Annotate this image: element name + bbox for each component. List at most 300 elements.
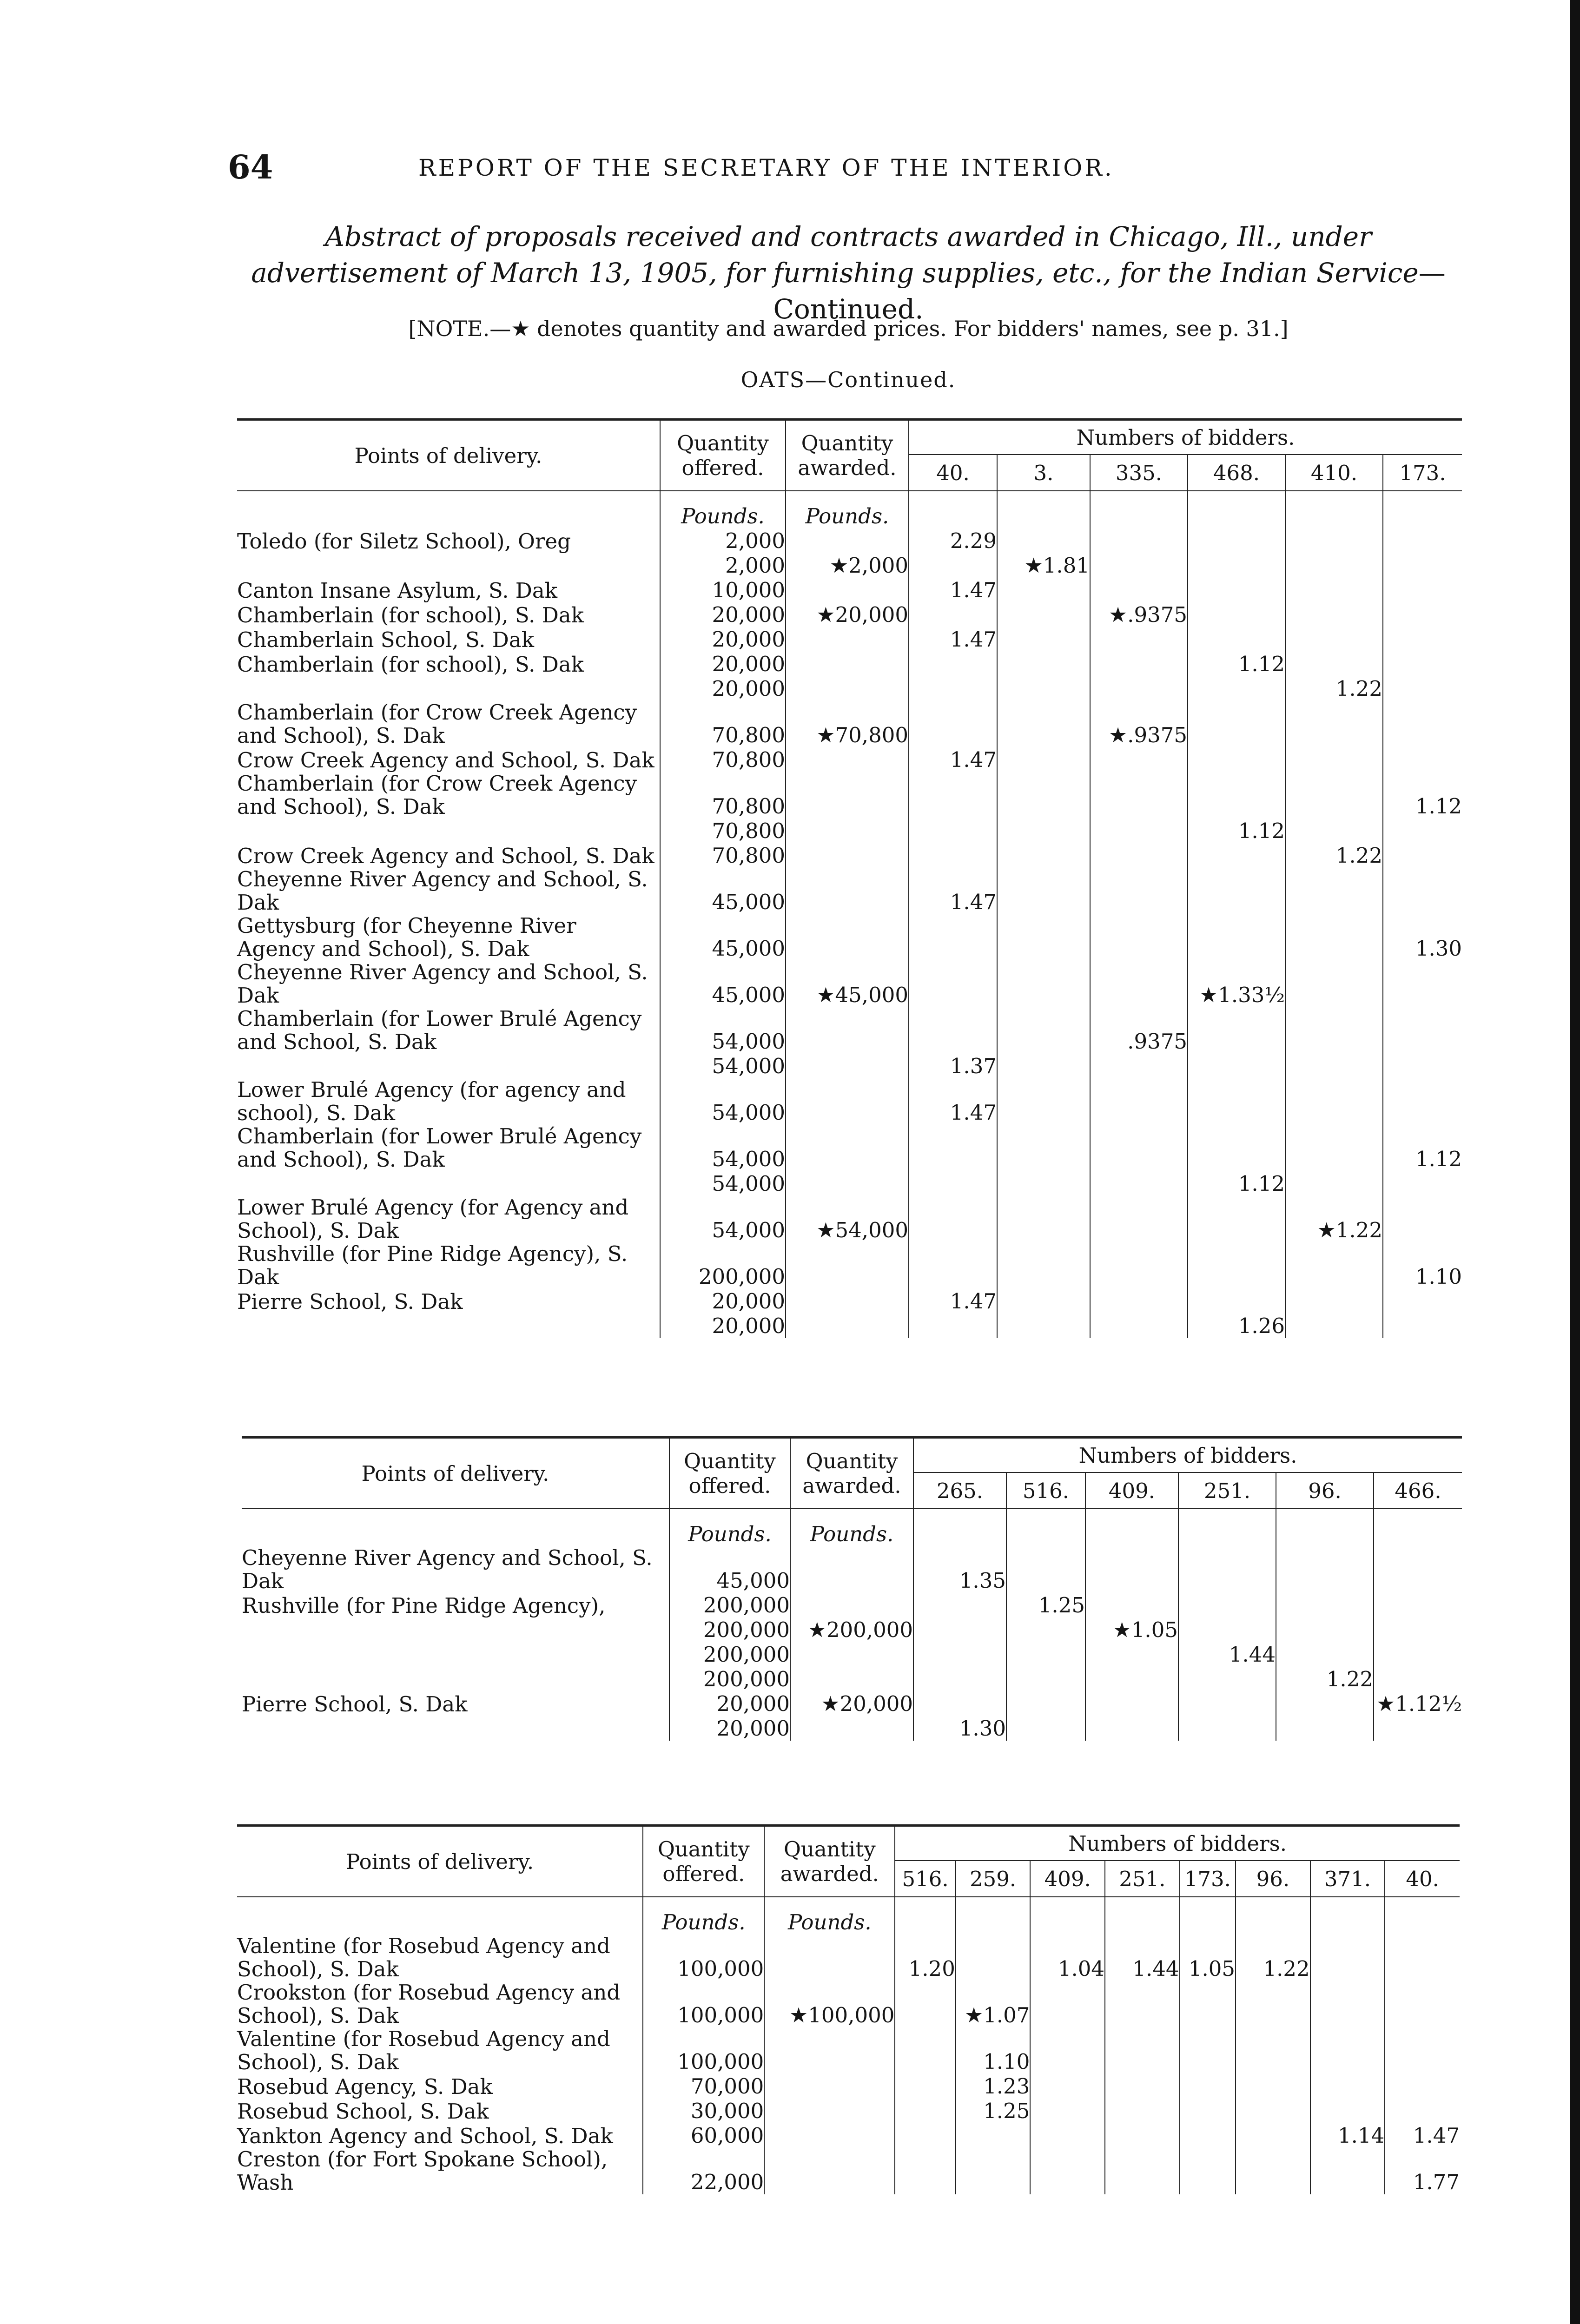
bid-price — [895, 2099, 955, 2123]
bid-price — [1383, 747, 1462, 772]
scan-frame-right — [1570, 0, 1580, 2324]
bid-price — [1285, 747, 1383, 772]
bid-price — [1236, 2074, 1310, 2099]
table-row — [237, 772, 1462, 819]
bid-price — [1276, 1691, 1374, 1716]
bid-price — [1090, 868, 1188, 914]
units-offered: Pounds. — [660, 491, 786, 528]
bidder-number: 371. — [1310, 1861, 1385, 1897]
point-of-delivery: Canton Insane Asylum, S. Dak — [237, 578, 557, 603]
bid-price — [1006, 1691, 1085, 1716]
bid-price: 1.47 — [909, 578, 997, 602]
quantity-offered: 2,000 — [660, 528, 786, 553]
bid-price — [997, 578, 1090, 602]
bid-price — [1383, 961, 1462, 1007]
bid-price: 1.10 — [956, 2027, 1031, 2074]
bid-price — [1383, 676, 1462, 701]
bid-price — [1085, 1691, 1178, 1716]
quantity-awarded — [790, 1667, 913, 1691]
bid-price — [1178, 1618, 1276, 1642]
table-row — [237, 602, 1462, 627]
quantity-offered: 45,000 — [660, 868, 786, 914]
bid-price — [1276, 1618, 1374, 1642]
point-of-delivery: Crow Creek Agency and School, S. Dak — [237, 748, 654, 772]
table-row — [237, 2027, 1460, 2074]
bidder-number: 335. — [1090, 455, 1188, 491]
bid-price — [1188, 772, 1285, 819]
point-of-delivery: Valentine (for Rosebud Agency and School), S. Dak — [237, 2027, 610, 2074]
bid-price — [997, 1289, 1090, 1314]
bid-price — [1374, 1546, 1462, 1593]
table-row — [242, 1716, 1462, 1741]
empty-cell — [997, 491, 1090, 528]
bid-price — [997, 1007, 1090, 1054]
table-row — [237, 1196, 1462, 1242]
bid-price — [1090, 1314, 1188, 1338]
bid-price: 1.22 — [1236, 1934, 1310, 1981]
point-of-delivery: Lower Brulé Agency (for agency and school), S. Dak — [237, 1077, 626, 1125]
bid-price — [997, 914, 1090, 961]
table-row — [237, 868, 1462, 914]
bid-price — [1276, 1546, 1374, 1593]
abstract-continued: —Continued. — [773, 257, 1446, 325]
bid-price — [1383, 652, 1462, 676]
bid-price — [1180, 1981, 1236, 2027]
table-row — [237, 1054, 1462, 1078]
table-row — [237, 2148, 1460, 2194]
bid-price — [909, 819, 997, 843]
quantity-offered: 45,000 — [669, 1546, 790, 1593]
quantity-offered: 54,000 — [660, 1007, 786, 1054]
bid-price — [895, 2123, 955, 2148]
table-row — [237, 843, 1462, 868]
empty-cell — [1383, 491, 1462, 528]
bid-price — [1105, 2123, 1180, 2148]
quantity-offered: 200,000 — [669, 1642, 790, 1667]
bid-price — [1374, 1642, 1462, 1667]
bid-price — [1310, 1981, 1385, 2027]
table-row — [242, 1667, 1462, 1691]
bid-price — [1030, 2027, 1105, 2074]
bid-price: 1.35 — [913, 1546, 1006, 1593]
table-row — [242, 1546, 1462, 1593]
quantity-offered: 200,000 — [660, 1242, 786, 1289]
quantity-offered: 30,000 — [643, 2099, 764, 2123]
bid-price — [1383, 868, 1462, 914]
bid-price — [1188, 627, 1285, 652]
bid-price — [1374, 1716, 1462, 1741]
points-of-delivery-header: Points of delivery. — [237, 1826, 643, 1897]
bidder-number: 173. — [1180, 1861, 1236, 1897]
bid-table-3 — [237, 1824, 1460, 2194]
quantity-offered: 54,000 — [660, 1054, 786, 1078]
bid-price — [1006, 1667, 1085, 1691]
bid-price — [997, 1171, 1090, 1196]
table-row — [237, 2099, 1460, 2123]
bid-price — [909, 1125, 997, 1171]
empty-cell — [1310, 1897, 1385, 1934]
quantity-offered: 54,000 — [660, 1171, 786, 1196]
bid-price — [1180, 2074, 1236, 2099]
quantity-awarded — [764, 2099, 895, 2123]
bid-price — [1090, 819, 1188, 843]
bid-price: 1.10 — [1383, 1242, 1462, 1289]
bid-price — [1105, 1981, 1180, 2027]
bid-price — [909, 772, 997, 819]
bid-price — [1285, 652, 1383, 676]
bid-price — [997, 1314, 1090, 1338]
quantity-offered: 70,800 — [660, 772, 786, 819]
bid-price — [909, 602, 997, 627]
bid-price: 1.77 — [1385, 2148, 1460, 2194]
table-row — [237, 1314, 1462, 1338]
bid-price — [1180, 2123, 1236, 2148]
bid-price — [1030, 2123, 1105, 2148]
bid-price — [1374, 1593, 1462, 1618]
quantity-awarded — [764, 2123, 895, 2148]
empty-cell — [1180, 1897, 1236, 1934]
bid-price: 1.25 — [956, 2099, 1031, 2123]
empty-cell — [913, 1509, 1006, 1546]
table-row — [237, 627, 1462, 652]
empty-cell — [1236, 1897, 1310, 1934]
empty-cell — [956, 1897, 1031, 1934]
bid-price — [909, 701, 997, 747]
bid-price — [1178, 1593, 1276, 1618]
bid-price — [909, 1196, 997, 1242]
bid-price — [1385, 1934, 1460, 1981]
bid-price — [1188, 1007, 1285, 1054]
bid-price — [1188, 914, 1285, 961]
bidder-number: 40. — [1385, 1861, 1460, 1897]
quantity-offered: 54,000 — [660, 1196, 786, 1242]
point-of-delivery: Rosebud Agency, S. Dak — [237, 2074, 493, 2099]
table-row — [237, 1125, 1462, 1171]
empty-cell — [1090, 491, 1188, 528]
bid-price — [913, 1593, 1006, 1618]
bid-price — [1383, 701, 1462, 747]
bid-price — [1188, 1078, 1285, 1125]
bid-price — [1236, 2027, 1310, 2074]
bid-price — [1188, 1054, 1285, 1078]
bid-price: ★1.81 — [997, 553, 1090, 578]
bid-price — [1285, 701, 1383, 747]
quantity-awarded: ★100,000 — [764, 1981, 895, 2027]
bid-price — [895, 2074, 955, 2099]
empty-cell — [909, 491, 997, 528]
bid-price: 1.47 — [1385, 2123, 1460, 2148]
units-offered: Pounds. — [669, 1509, 790, 1546]
empty-cell — [1178, 1509, 1276, 1546]
bid-price — [1285, 578, 1383, 602]
quantity-awarded — [786, 1078, 909, 1125]
bid-price — [909, 1171, 997, 1196]
bid-price — [1105, 2099, 1180, 2123]
point-of-delivery: Cheyenne River Agency and School, S. Dak — [242, 1545, 653, 1593]
bid-price: 1.47 — [909, 627, 997, 652]
table-row — [237, 578, 1462, 602]
bid-price — [1178, 1667, 1276, 1691]
table-row — [242, 1593, 1462, 1618]
bid-price — [956, 2148, 1031, 2194]
quantity-awarded — [786, 772, 909, 819]
bid-price — [909, 1242, 997, 1289]
bid-price: 1.47 — [909, 747, 997, 772]
quantity-awarded — [786, 528, 909, 553]
bid-price: 1.30 — [1383, 914, 1462, 961]
bid-price — [997, 652, 1090, 676]
bid-price — [1383, 528, 1462, 553]
bid-price: 1.12 — [1188, 652, 1285, 676]
bid-price — [1090, 772, 1188, 819]
table-row — [242, 1642, 1462, 1667]
bid-price — [1285, 1171, 1383, 1196]
bid-price — [1236, 2123, 1310, 2148]
bid-price — [1383, 1007, 1462, 1054]
bid-price — [1285, 553, 1383, 578]
bid-price: 2.29 — [909, 528, 997, 553]
empty-cell — [1105, 1897, 1180, 1934]
point-of-delivery — [237, 1171, 660, 1196]
quantity-offered: 22,000 — [643, 2148, 764, 2194]
quantity-awarded — [786, 578, 909, 602]
point-of-delivery: Chamberlain (for school), S. Dak — [237, 603, 584, 627]
points-of-delivery-header: Points of delivery. — [237, 420, 660, 491]
quantity-awarded — [786, 1242, 909, 1289]
point-of-delivery: Cheyenne River Agency and School, S. Dak — [237, 867, 648, 915]
bid-price — [1276, 1593, 1374, 1618]
empty-cell — [895, 1897, 955, 1934]
bid-price — [997, 868, 1090, 914]
quantity-offered: 20,000 — [660, 676, 786, 701]
quantity-offered-header: Quantity offered. — [669, 1438, 790, 1509]
point-of-delivery: Chamberlain School, S. Dak — [237, 627, 534, 652]
section-title: OATS—Continued. — [740, 367, 956, 392]
bid-price — [1105, 2148, 1180, 2194]
quantity-offered: 54,000 — [660, 1078, 786, 1125]
bidder-number: 409. — [1085, 1472, 1178, 1509]
quantity-awarded: ★70,800 — [786, 701, 909, 747]
empty-cell — [1374, 1509, 1462, 1546]
quantity-awarded: ★45,000 — [786, 961, 909, 1007]
bid-price — [997, 1125, 1090, 1171]
bid-price — [909, 843, 997, 868]
bid-price — [956, 1934, 1031, 1981]
numbers-of-bidders-header: Numbers of bidders. — [909, 420, 1462, 455]
quantity-awarded — [764, 2148, 895, 2194]
bid-price — [1090, 1196, 1188, 1242]
point-of-delivery — [237, 819, 660, 843]
quantity-awarded — [786, 1007, 909, 1054]
bid-price — [997, 772, 1090, 819]
quantity-offered-header: Quantity offered. — [660, 420, 786, 491]
quantity-awarded — [790, 1716, 913, 1741]
bid-price — [1188, 843, 1285, 868]
bid-price — [1383, 1196, 1462, 1242]
bid-price: ★1.07 — [956, 1981, 1031, 2027]
empty-cell — [1385, 1897, 1460, 1934]
bid-price — [1090, 1171, 1188, 1196]
quantity-awarded — [786, 843, 909, 868]
quantity-offered: 54,000 — [660, 1125, 786, 1171]
quantity-awarded — [786, 652, 909, 676]
bid-price — [1085, 1716, 1178, 1741]
bid-price: ★.9375 — [1090, 701, 1188, 747]
bid-price: 1.47 — [909, 1289, 997, 1314]
empty-cell — [1006, 1509, 1085, 1546]
table-row — [237, 961, 1462, 1007]
bid-price — [1090, 627, 1188, 652]
point-of-delivery — [242, 1618, 669, 1642]
quantity-offered: 100,000 — [643, 2027, 764, 2074]
bid-price — [1188, 578, 1285, 602]
point-of-delivery — [237, 1054, 660, 1078]
quantity-offered: 70,800 — [660, 843, 786, 868]
point-of-delivery — [242, 1667, 669, 1691]
bid-price — [1285, 602, 1383, 627]
bid-price — [1006, 1716, 1085, 1741]
units-awarded: Pounds. — [790, 1509, 913, 1546]
bid-price — [1285, 1078, 1383, 1125]
table-row — [237, 1289, 1462, 1314]
bid-price — [1276, 1642, 1374, 1667]
bid-price: 1.23 — [956, 2074, 1031, 2099]
point-of-delivery: Crookston (for Rosebud Agency and School), S. Dak — [237, 1980, 621, 2028]
bid-price — [1383, 602, 1462, 627]
bid-price — [913, 1618, 1006, 1642]
bid-price: 1.30 — [913, 1716, 1006, 1741]
bid-price — [1374, 1667, 1462, 1691]
table-row — [237, 747, 1462, 772]
point-of-delivery: Chamberlain (for Crow Creek Agency and School), S. Dak — [237, 771, 637, 819]
point-of-delivery: Chamberlain (for Crow Creek Agency and School), S. Dak — [237, 700, 637, 748]
bid-price: 1.12 — [1188, 1171, 1285, 1196]
point-of-delivery: Chamberlain (for Lower Brulé Agency and School), S. Dak — [237, 1124, 642, 1172]
bid-price — [1085, 1667, 1178, 1691]
bid-price: 1.04 — [1030, 1934, 1105, 1981]
bid-price — [1188, 676, 1285, 701]
bid-price — [1285, 528, 1383, 553]
point-of-delivery: Rushville (for Pine Ridge Agency), S. Dak — [237, 1241, 628, 1289]
bid-price — [1178, 1716, 1276, 1741]
quantity-offered: 20,000 — [660, 652, 786, 676]
quantity-awarded — [764, 1934, 895, 1981]
bid-price — [1090, 553, 1188, 578]
quantity-offered: 70,800 — [660, 747, 786, 772]
quantity-offered: 20,000 — [669, 1716, 790, 1741]
bid-price — [997, 843, 1090, 868]
table-row — [237, 676, 1462, 701]
bid-price — [1383, 819, 1462, 843]
bid-price — [1178, 1546, 1276, 1593]
bid-price — [1085, 1593, 1178, 1618]
quantity-offered-header: Quantity offered. — [643, 1826, 764, 1897]
quantity-offered: 45,000 — [660, 961, 786, 1007]
bid-price — [1090, 914, 1188, 961]
bid-price — [1030, 2148, 1105, 2194]
bidder-number: 466. — [1374, 1472, 1462, 1509]
spacer-cell — [242, 1509, 669, 1546]
bidder-number: 516. — [1006, 1472, 1085, 1509]
bid-price — [1090, 1242, 1188, 1289]
bid-price: 1.47 — [909, 868, 997, 914]
quantity-awarded-header: Quantity awarded. — [786, 420, 909, 491]
quantity-offered: 100,000 — [643, 1981, 764, 2027]
abstract-heading — [228, 218, 1469, 327]
bid-price: 1.44 — [1105, 1934, 1180, 1981]
bid-price — [1285, 819, 1383, 843]
bid-price — [997, 1242, 1090, 1289]
bid-price — [997, 1078, 1090, 1125]
quantity-offered: 70,800 — [660, 701, 786, 747]
point-of-delivery — [237, 676, 660, 701]
bidder-number: 259. — [956, 1861, 1031, 1897]
bid-price — [997, 1054, 1090, 1078]
bid-price — [909, 961, 997, 1007]
bid-price — [909, 652, 997, 676]
bid-price: ★.9375 — [1090, 602, 1188, 627]
table-row — [237, 528, 1462, 553]
bid-price — [1236, 1981, 1310, 2027]
bid-price — [997, 627, 1090, 652]
bid-price — [1285, 961, 1383, 1007]
bid-price — [1285, 627, 1383, 652]
bid-price — [1383, 578, 1462, 602]
point-of-delivery — [242, 1642, 669, 1667]
point-of-delivery — [237, 553, 660, 578]
bid-price — [1090, 1078, 1188, 1125]
numbers-of-bidders-header: Numbers of bidders. — [895, 1826, 1460, 1861]
quantity-awarded — [764, 2074, 895, 2099]
quantity-awarded: ★20,000 — [786, 602, 909, 627]
page-header — [228, 148, 1483, 185]
table-row — [237, 819, 1462, 843]
table-row — [242, 1691, 1462, 1716]
bid-price — [1285, 1289, 1383, 1314]
point-of-delivery: Rushville (for Pine Ridge Agency), — [242, 1593, 606, 1618]
point-of-delivery: Chamberlain (for school), S. Dak — [237, 652, 584, 677]
quantity-awarded — [790, 1642, 913, 1667]
bid-price — [1385, 2074, 1460, 2099]
bid-price — [1006, 1618, 1085, 1642]
point-of-delivery: Valentine (for Rosebud Agency and School), S. Dak — [237, 1934, 610, 1981]
point-of-delivery — [242, 1716, 669, 1741]
bid-price — [997, 961, 1090, 1007]
point-of-delivery: Chamberlain (for Lower Brulé Agency and School, S. Dak — [237, 1006, 642, 1054]
bid-price — [1188, 528, 1285, 553]
quantity-awarded: ★20,000 — [790, 1691, 913, 1716]
bid-price — [1310, 2074, 1385, 2099]
quantity-awarded-header: Quantity awarded. — [790, 1438, 913, 1509]
bid-price: ★1.12½ — [1374, 1691, 1462, 1716]
bid-price — [1276, 1716, 1374, 1741]
quantity-awarded — [786, 819, 909, 843]
point-of-delivery: Pierre School, S. Dak — [237, 1289, 463, 1314]
bid-price — [1236, 2148, 1310, 2194]
quantity-awarded: ★54,000 — [786, 1196, 909, 1242]
running-head: REPORT OF THE SECRETARY OF THE INTERIOR. — [418, 154, 1114, 181]
bid-price — [1090, 1289, 1188, 1314]
quantity-awarded — [786, 1125, 909, 1171]
empty-cell — [1085, 1509, 1178, 1546]
point-of-delivery: Cheyenne River Agency and School, S. Dak — [237, 960, 648, 1008]
table-row — [242, 1618, 1462, 1642]
empty-cell — [1276, 1509, 1374, 1546]
bid-price — [1085, 1546, 1178, 1593]
bid-price — [1090, 747, 1188, 772]
table-row — [237, 1242, 1462, 1289]
bidder-number: 516. — [895, 1861, 955, 1897]
